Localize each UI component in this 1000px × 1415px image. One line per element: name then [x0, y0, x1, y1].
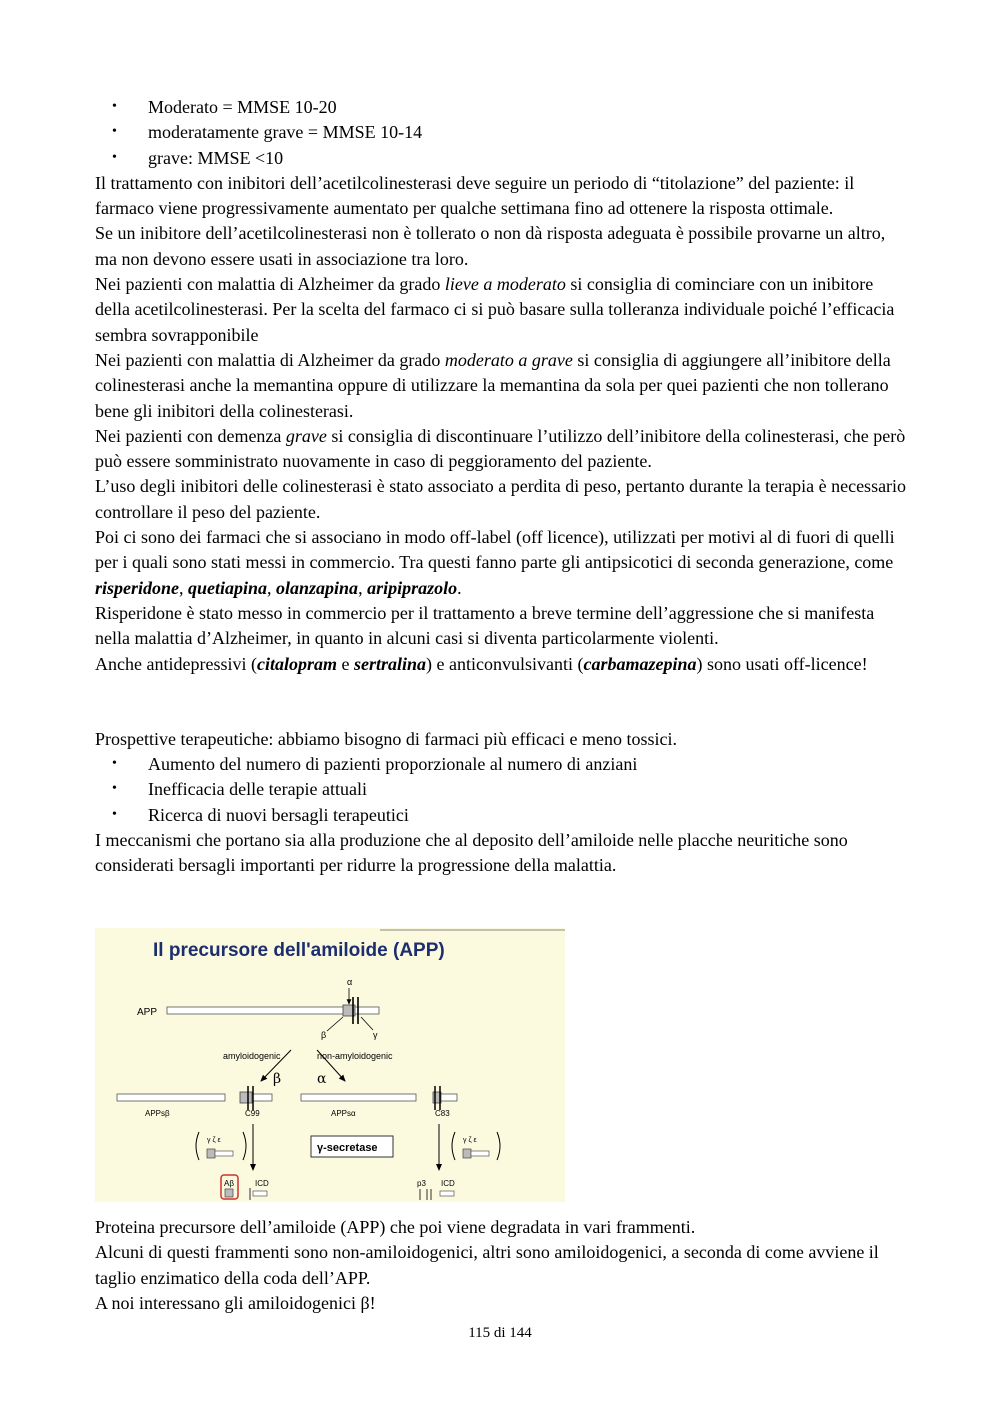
drug-name: aripiprazolo	[367, 577, 458, 598]
drug-name: risperidone	[95, 577, 180, 598]
beta-pointer	[327, 1017, 343, 1031]
emphasis: lieve a moderato	[444, 274, 566, 295]
beta-site-label: β	[321, 1030, 327, 1040]
list-item: • Aumento del numero di pazienti proporzionale al numero di anziani	[95, 752, 910, 777]
appsa-label: APPsα	[331, 1109, 356, 1118]
paragraph: Poi ci sono dei farmaci che si associano in modo off-label (off licence), utilizzati per motivi al di fuori di quelli per i quali sono stati messi in commercio. Tra questi fanno parte gli antipsicotici di seconda generazione, come risperidone, quetiapina, olanzapina, aripiprazolo.	[95, 527, 895, 598]
complex-tail	[215, 1151, 233, 1156]
document-body	[95, 95, 910, 879]
drug-name: sertralina	[353, 653, 426, 674]
non-amyloidogenic-label: non-amyloidogenic	[317, 1051, 393, 1061]
p3-label: p3	[417, 1179, 426, 1188]
emphasis: grave	[285, 425, 327, 446]
bracket-left	[196, 1132, 199, 1160]
c99-abeta	[240, 1092, 252, 1103]
emphasis: moderato a grave	[444, 349, 573, 370]
paragraph: Se un inibitore dell’acetilcolinesterasi non è tollerato o non dà risposta adeguata è possibile provarne un altro, ma non devono essere usati in associazione tra loro.	[95, 223, 886, 269]
paragraph: Nei pazienti con malattia di Alzheimer da grado lieve a moderato si consiglia di cominciare con un inibitore della acetilcolinesterasi. Per la scelta del farmaco ci si può basare sulla tolleranza individuale poiché l’efficacia sembra sovrapponibile	[95, 274, 895, 345]
complex-abeta	[207, 1149, 215, 1158]
paragraph: L’uso degli inibitori delle colinesterasi è stato associato a perdita di peso, pertanto durante la terapia è necessario controllare il peso del paziente.	[95, 476, 907, 522]
app-diagram	[95, 928, 565, 1202]
paragraph: Anche antidepressivi (citalopram e sertralina) e anticonvulsivanti (carbamazepina) sono usati off-licence!	[95, 653, 868, 674]
appsb-fragment	[117, 1094, 225, 1101]
icd-label: ICD	[441, 1179, 455, 1188]
page-number: 115 di 144	[468, 1325, 532, 1341]
abeta-label: Aβ	[224, 1179, 234, 1188]
gamma-zeta-epsilon-label: γ ζ ε	[207, 1137, 221, 1144]
drug-name: citalopram	[256, 653, 337, 674]
gamma-zeta-epsilon-label: γ ζ ε	[463, 1137, 477, 1144]
drug-name: quetiapina	[188, 577, 268, 598]
icd-label: ICD	[255, 1179, 269, 1188]
alpha-secretase-label: α	[317, 1071, 327, 1087]
list-item: • Moderato = MMSE 10-20	[95, 95, 910, 120]
c99-tail	[252, 1094, 272, 1101]
prospects-list	[95, 752, 910, 828]
appsa-fragment	[301, 1094, 416, 1101]
paragraph: Alcuni di questi frammenti sono non-amiloidogenici, altri sono amiloidogenici, a seconda di come avviene il taglio enzimatico della coda dell’APP.	[95, 1242, 879, 1288]
paragraph: Nei pazienti con demenza grave si consiglia di discontinuare l’utilizzo dell’inibitore della colinesterasi, che però può essere somministrato nuovamente in caso di peggioramento del paziente.	[95, 425, 906, 472]
paragraph: I meccanismi che portano sia alla produzione che al deposito dell’amiloide nelle placche neuritiche sono considerati bersagli importanti per ridurre la progressione della malattia.	[95, 830, 848, 876]
paragraph: Prospettive terapeutiche: abbiamo bisogno di farmaci più efficaci e meno tossici.	[95, 728, 677, 749]
c83-tail	[441, 1094, 457, 1101]
alpha-site-label: α	[347, 977, 353, 987]
paragraph: Nei pazienti con malattia di Alzheimer da grado moderato a grave si consiglia di aggiungere all’inibitore della colinesterasi anche la memantina oppure di utilizzare la memantina da sola per quei pazienti che non tollerano bene gli inibitori della colinesterasi.	[95, 349, 891, 421]
bracket-left	[452, 1132, 455, 1160]
paragraph: Il trattamento con inibitori dell’acetilcolinesterasi deve seguire un periodo di “titolazione” del paziente: il farmaco viene progressivamente aumentato per qualche settimana fino ad ottenere la risposta ottimale.	[95, 172, 855, 219]
icd-product	[253, 1191, 267, 1196]
figure-title: Il precursore dell'amiloide (APP)	[153, 940, 445, 961]
complex-tail	[471, 1151, 489, 1156]
paragraph: Proteina precursore dell’amiloide (APP) che poi viene degradata in vari frammenti.	[95, 1217, 696, 1237]
amyloidogenic-label: amyloidogenic	[223, 1051, 281, 1061]
severity-list	[95, 95, 910, 171]
icd-product	[440, 1191, 454, 1196]
complex-p3	[463, 1149, 471, 1158]
gamma-secretase-label: γ-secretase	[317, 1142, 378, 1154]
gamma-pointer	[361, 1017, 373, 1030]
bracket-right	[243, 1132, 246, 1160]
app-diagram-figure	[95, 928, 565, 1202]
abeta-product	[225, 1189, 233, 1197]
spacer	[95, 677, 910, 727]
c83-label: C83	[435, 1109, 450, 1118]
document-body-continued	[95, 1215, 910, 1316]
appsb-label: APPsβ	[145, 1109, 170, 1118]
drug-name: olanzapina	[276, 577, 359, 598]
app-label: APP	[137, 1007, 158, 1018]
bracket-right	[497, 1132, 500, 1160]
app-bar	[167, 1007, 352, 1014]
list-item: • moderatamente grave = MMSE 10-14	[95, 120, 910, 145]
list-item: • grave: MMSE <10	[95, 146, 910, 171]
c99-label: C99	[245, 1109, 260, 1118]
paragraph: Risperidone è stato messo in commercio per il trattamento a breve termine dell’aggressione che si manifesta nella malattia d’Alzheimer, in quanto in alcuni casi si diventa particolarmente violenti.	[95, 602, 875, 649]
list-item: • Ricerca di nuovi bersagli terapeutici	[95, 803, 910, 828]
paragraph: A noi interessano gli amiloidogenici β!	[95, 1292, 376, 1313]
drug-name: carbamazepina	[583, 653, 697, 674]
beta-secretase-label: β	[273, 1071, 282, 1087]
list-item: • Inefficacia delle terapie attuali	[95, 777, 910, 802]
gamma-site-label: γ	[373, 1030, 378, 1040]
